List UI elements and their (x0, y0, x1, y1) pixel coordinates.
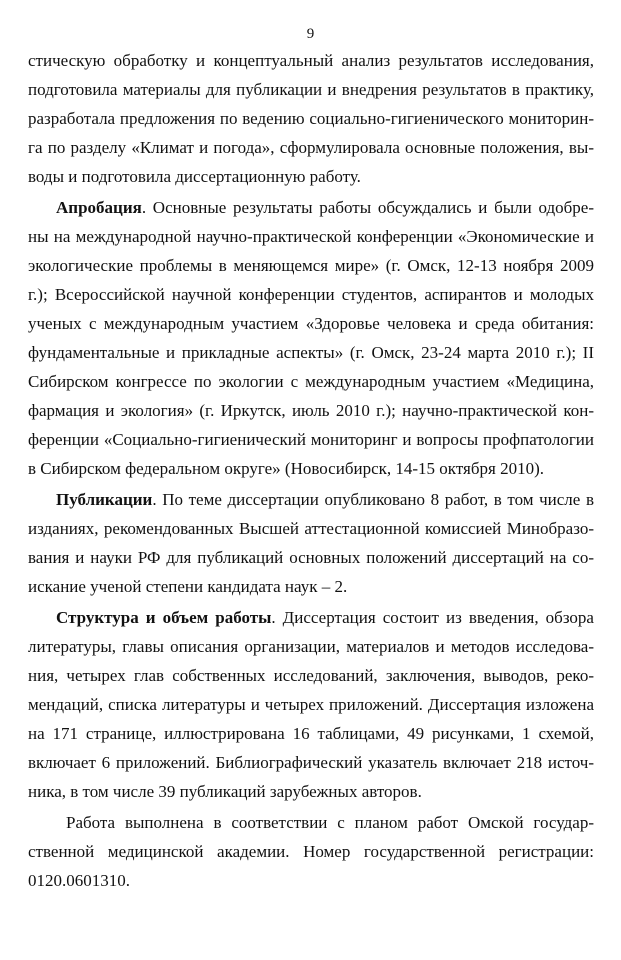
text-line: изданиях, рекомендованных Высшей аттестационной комиссией Минобразо- (28, 519, 594, 538)
text-line: га по разделу «Климат и погода», сформулировала основные положения, вы- (28, 138, 594, 157)
text-line: ученых с международным участием «Здоровье человека и среда обитания: (28, 314, 594, 333)
text-line: Работа выполнена в соответствии с планом работ Омской государ- (66, 813, 594, 832)
text-line: г.); Всероссийской научной конференции студентов, аспирантов и молодых (28, 285, 594, 304)
text-line: ны на международной научно-практической конференции «Экономические и (28, 227, 594, 246)
text-line: ния, четырех глав собственных исследований, заключения, выводов, реко- (28, 666, 594, 685)
text-line: включает 6 приложений. Библиографический указатель включает 218 источ- (28, 753, 594, 772)
section-heading-structure: Структура и объем работы (56, 608, 272, 627)
text-line: фундаментальные и прикладные аспекты» (г. Омск, 23-24 марта 2010 г.); II (28, 343, 594, 362)
text-line: ференции «Социально-гигиенический мониторинг и вопросы профпатологии (28, 430, 594, 449)
text-line: экологические проблемы в меняющемся мире» (г. Омск, 12-13 ноября 2009 (28, 256, 594, 275)
text-line: ника, в том числе 39 публикаций зарубежных авторов. (28, 782, 422, 801)
section-heading-publications: Публикации (56, 490, 153, 509)
text-line: разработала предложения по ведению социально-гигиенического мониторин- (28, 109, 594, 128)
paragraph-publications (28, 485, 594, 601)
page-number: 9 (306, 26, 315, 42)
paragraph-approbation (28, 193, 594, 483)
paragraph-contribution (28, 46, 594, 191)
text-line: фармация и экология» (г. Иркутск, июль 2010 г.); научно-практической кон- (28, 401, 594, 420)
text-line: стическую обработку и концептуальный анализ результатов исследования, (28, 51, 594, 70)
text-line: на 171 странице, иллюстрирована 16 таблицами, 49 рисунками, 1 схемой, (28, 724, 594, 743)
text-line (28, 193, 594, 222)
text-line: 0120.0601310. (28, 871, 130, 890)
paragraph-structure (28, 603, 594, 806)
text-line-continuation: . Диссертация состоит из введения, обзора (271, 608, 594, 627)
page-content (28, 46, 594, 897)
text-line: воды и подготовила диссертационную работу. (28, 167, 361, 186)
text-line-continuation: . По теме диссертации опубликовано 8 работ, в том числе в (152, 490, 594, 509)
text-line: мендаций, списка литературы и четырех приложений. Диссертация изложена (28, 695, 594, 714)
text-line: литературы, главы описания организации, материалов и методов исследова- (28, 637, 594, 656)
text-line-continuation: . Основные результаты работы обсуждались и были одобре- (141, 198, 594, 217)
paragraph-registration (28, 808, 594, 895)
text-line: ственной медицинской академии. Номер государственной регистрации: (28, 842, 594, 861)
text-line: Сибирском конгрессе по экологии с международным участием «Медицина, (28, 372, 594, 391)
text-line: в Сибирском федеральном округе» (Новосибирск, 14-15 октября 2010). (28, 459, 544, 478)
text-line (28, 485, 594, 514)
text-line: вания и науки РФ для публикаций основных положений диссертаций на со- (28, 548, 594, 567)
text-line: подготовила материалы для публикации и внедрения результатов в практику, (28, 80, 594, 99)
text-line: искание ученой степени кандидата наук – 2. (28, 577, 348, 596)
text-line (28, 603, 594, 632)
section-heading-approbation: Апробация (56, 198, 142, 217)
